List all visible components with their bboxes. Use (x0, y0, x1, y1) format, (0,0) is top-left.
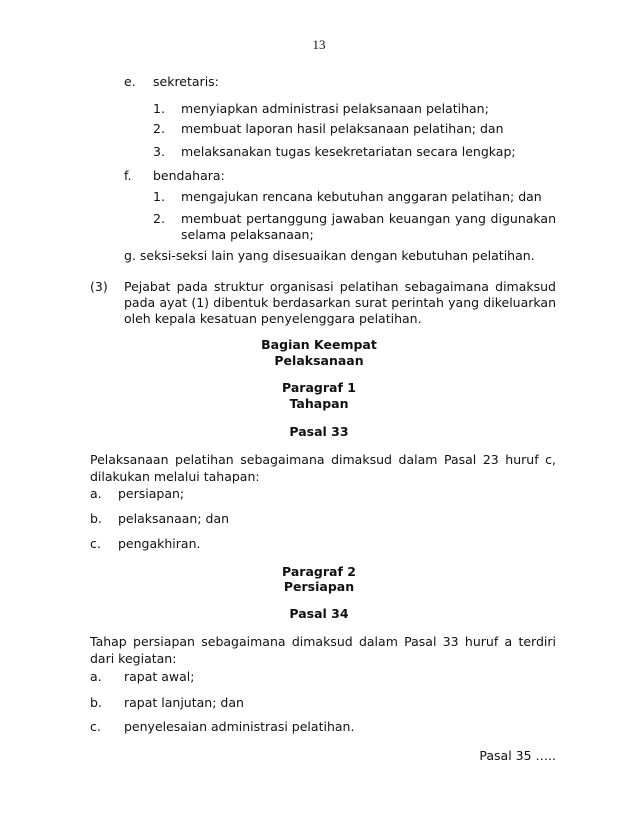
item-f-text: bendahara: (153, 168, 225, 183)
bagian-subtitle: Pelaksanaan (274, 353, 364, 368)
pasal-34-title: Pasal 34 (289, 606, 349, 621)
pasal-34-item-c-label: c. (90, 719, 101, 734)
item-e-sub-3-text: melaksanakan tugas kesekretariatan secara lengkap; (181, 144, 516, 159)
next-page-reference: Pasal 35 ….. (479, 748, 556, 763)
item-e-sub-2-text: membuat laporan hasil pelaksanaan pelatihan; dan (181, 121, 504, 136)
pasal-33-title: Pasal 33 (289, 424, 349, 439)
paragraf-1-title: Paragraf 1 (282, 380, 356, 395)
item-f-sub-2-text: membuat pertanggung jawaban keuangan yang digunakan selama pelaksanaan; (181, 211, 556, 242)
item-f-sub-2-num: 2. (153, 211, 165, 226)
pasal-34-item-a-label: a. (90, 669, 102, 684)
pasal-33-item-b-label: b. (90, 511, 102, 526)
paragraf-2-title: Paragraf 2 (282, 564, 356, 579)
item-f-sub-1-num: 1. (153, 189, 165, 204)
item-e-sub-3-num: 3. (153, 144, 165, 159)
pasal-33-intro: Pelaksanaan pelatihan sebagaimana dimaksud dalam Pasal 23 huruf c, dilakukan melalui tahapan: (90, 452, 556, 484)
pasal-34-item-b-text: rapat lanjutan; dan (124, 695, 244, 710)
item-e-sub-1-text: menyiapkan administrasi pelaksanaan pelatihan; (181, 101, 489, 116)
item-g-text: g. seksi-seksi lain yang disesuaikan dengan kebutuhan pelatihan. (124, 248, 535, 263)
bagian-title: Bagian Keempat (261, 337, 377, 352)
pasal-33-item-a-text: persiapan; (118, 486, 185, 501)
ayat-3-text: Pejabat pada struktur organisasi pelatihan sebagaimana dimaksud pada ayat (1) dibentuk berdasarkan surat perintah yang dikeluarkan oleh kepala kesatuan penyelenggara pelatihan. (124, 279, 556, 326)
item-e-text: sekretaris: (153, 74, 219, 89)
pasal-34-item-a-text: rapat awal; (124, 669, 195, 684)
paragraf-1-subtitle: Tahapan (289, 396, 349, 411)
pasal-33-item-b-text: pelaksanaan; dan (118, 511, 230, 526)
pasal-33-item-a-label: a. (90, 486, 102, 501)
item-e-label: e. (124, 74, 136, 89)
item-e-sub-1-num: 1. (153, 101, 165, 116)
item-f-label: f. (124, 168, 132, 183)
pasal-34-intro: Tahap persiapan sebagaimana dimaksud dalam Pasal 33 huruf a terdiri dari kegiatan: (90, 634, 556, 666)
paragraf-2-subtitle: Persiapan (283, 579, 355, 594)
item-f-sub-1-text: mengajukan rencana kebutuhan anggaran pelatihan; dan (181, 189, 542, 204)
pasal-34-item-c-text: penyelesaian administrasi pelatihan. (124, 719, 355, 734)
ayat-3-label: (3) (90, 279, 108, 294)
pasal-33-item-c-label: c. (90, 536, 101, 551)
pasal-33-item-c-text: pengakhiran. (118, 536, 201, 551)
item-e-sub-2-num: 2. (153, 121, 165, 136)
pasal-34-item-b-label: b. (90, 695, 102, 710)
page-number: 13 (312, 37, 326, 52)
